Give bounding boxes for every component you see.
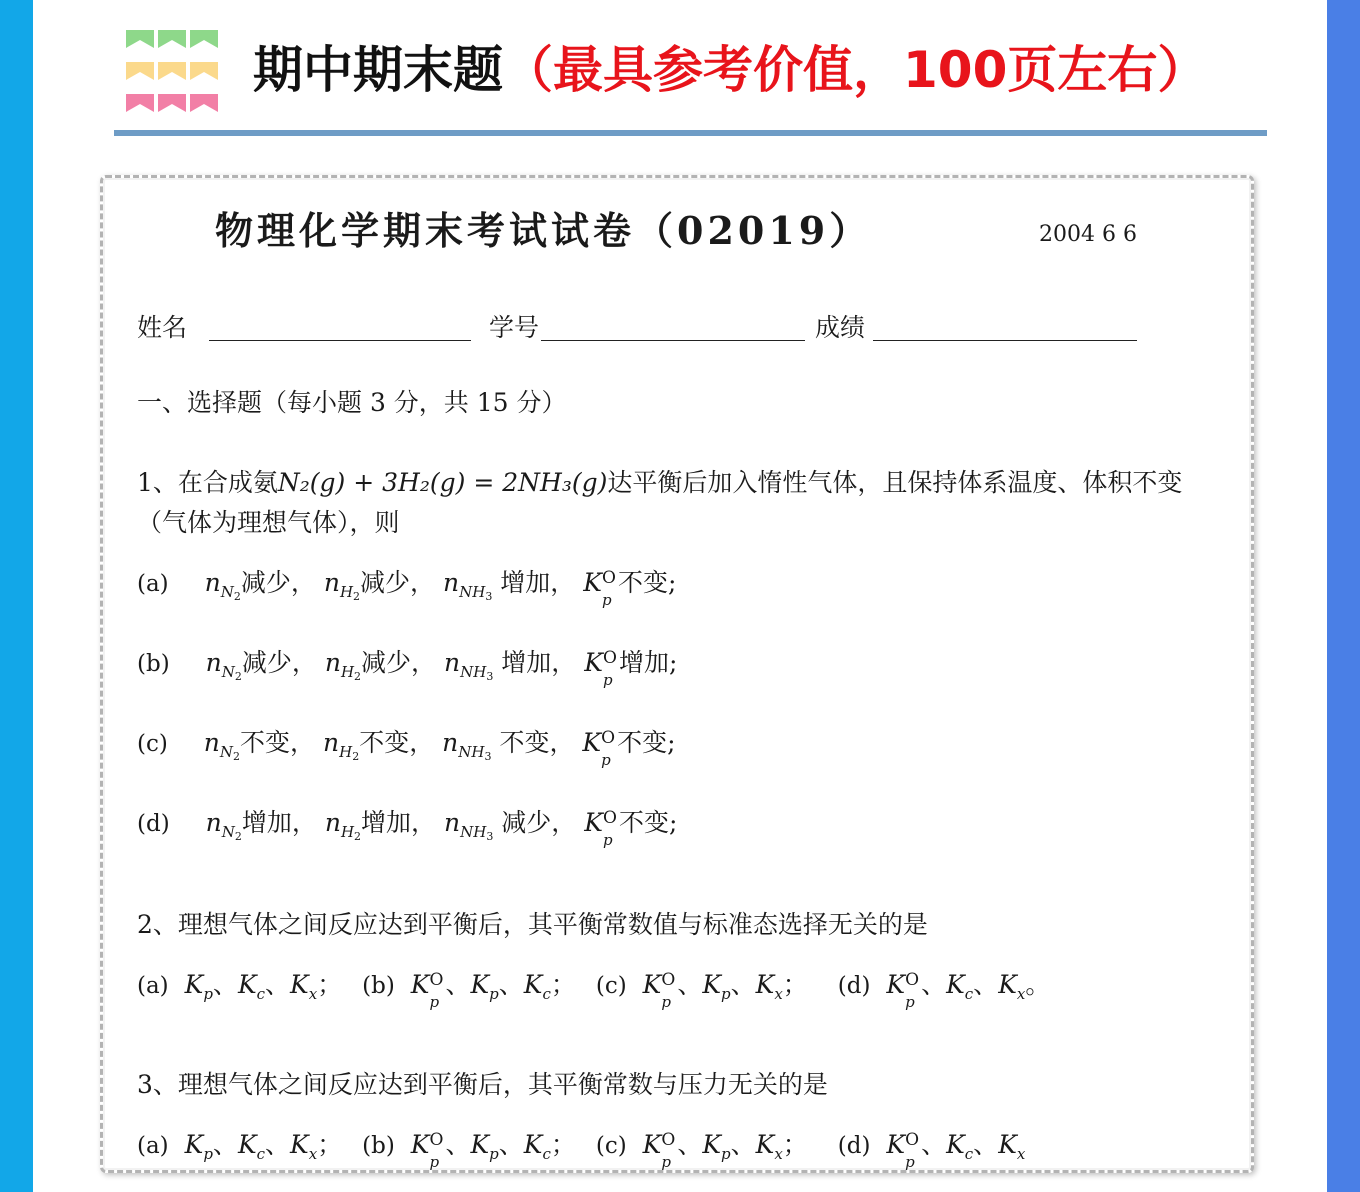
option-tag: (b) xyxy=(362,973,395,999)
option-tag: (d) xyxy=(837,1133,871,1159)
name-blank xyxy=(209,340,471,341)
option-tag: (a) xyxy=(137,571,169,597)
option-tag: (b) xyxy=(362,1133,395,1159)
left-accent-bar xyxy=(0,0,33,1192)
option-word: 增加， xyxy=(501,648,577,677)
question-1-line2: （气体为理想气体），则 xyxy=(137,508,400,537)
question-2: 2、理想气体之间反应达到平衡后，其平衡常数值与标准态选择无关的是 xyxy=(137,910,928,939)
q2-options: (a) $K_p$、$K_c$、$K_x$； (b) K O p 、$K_p$、$K_c$； (c) K O p 、$K_p$、$K_x$； (d) K O p 、$K_c$、$K_x$。 xyxy=(137,970,1051,1011)
q1-option-c: (c) $n_{N_2}$不变， $n_{H_2}$不变， $n_{NH_3}$ 不变， K O p 不变; xyxy=(137,728,676,769)
option-word: 增加， xyxy=(500,568,576,597)
option-word: 不变; xyxy=(617,568,677,597)
option-word: 减少， xyxy=(361,648,437,677)
title-note: （最具参考价值，100页左右） xyxy=(503,41,1208,99)
option-tag: (b) xyxy=(137,651,170,677)
option-word: 不变， xyxy=(240,728,316,757)
option-tag: (d) xyxy=(137,811,170,837)
option-tag: (c) xyxy=(137,731,168,757)
option-word: 减少， xyxy=(501,808,577,837)
page-header xyxy=(118,20,1268,120)
title-main: 期中期末题 xyxy=(253,41,503,99)
q1-option-b: (b) $n_{N_2}$减少， $n_{H_2}$减少， $n_{NH_3}$ 增加， K O p 增加; xyxy=(137,648,678,689)
name-label: 姓名 xyxy=(137,313,188,342)
score-blank xyxy=(873,340,1137,341)
score-label: 成绩 xyxy=(815,313,866,342)
option-word: 增加; xyxy=(618,648,678,677)
section-heading: 一、选择题（每小题 3 分，共 15 分） xyxy=(137,388,567,417)
q1-option-d: (d) $n_{N_2}$增加， $n_{H_2}$增加， $n_{NH_3}$ 减少， K O p 不变; xyxy=(137,808,678,849)
q1-prefix: 1、在合成氨 xyxy=(137,468,278,497)
option-word: 不变， xyxy=(499,728,575,757)
option-word: 不变， xyxy=(359,728,435,757)
option-tag: (c) xyxy=(595,973,627,999)
option-tag: (a) xyxy=(137,973,169,999)
option-tag: (d) xyxy=(837,973,871,999)
question-1 xyxy=(137,466,1182,500)
q3-options: (a) $K_p$、$K_c$、$K_x$； (b) K O p 、$K_p$、$K_c$； (c) K O p 、$K_p$、$K_x$； (d) K O p 、$K_c$、$K_x$ xyxy=(137,1130,1026,1171)
student-id-label: 学号 xyxy=(489,313,540,342)
exam-title: 物理化学期末考试试卷（02019） xyxy=(215,208,872,253)
exam-document xyxy=(103,178,1251,1170)
right-accent-bar xyxy=(1327,0,1360,1192)
question-3: 3、理想气体之间反应达到平衡后，其平衡常数与压力无关的是 xyxy=(137,1070,828,1099)
option-word: 不变; xyxy=(617,728,676,757)
q1-equation: N₂(g) + 3H₂(g) = 2NH₃(g) xyxy=(277,468,608,497)
bunting-flags-icon xyxy=(124,28,220,120)
header-divider xyxy=(114,130,1267,136)
option-word: 减少， xyxy=(360,568,436,597)
exam-paper-scan xyxy=(100,175,1254,1173)
option-word: 减少， xyxy=(240,568,316,597)
q1-option-a: (a) $n_{N_2}$减少， $n_{H_2}$减少， $n_{NH_3}$ 增加， K O p 不变; xyxy=(137,568,677,609)
page-title xyxy=(253,38,1207,102)
q1-suffix: 达平衡后加入惰性气体，且保持体系温度、体积不变 xyxy=(607,468,1183,497)
option-word: 减少， xyxy=(241,648,317,677)
student-id-blank xyxy=(541,340,805,341)
option-word: 不变; xyxy=(618,808,678,837)
exam-date: 2004 6 6 xyxy=(1039,222,1137,247)
option-word: 增加， xyxy=(361,808,437,837)
option-word: 增加， xyxy=(241,808,317,837)
option-tag: (c) xyxy=(595,1133,627,1159)
option-tag: (a) xyxy=(137,1133,169,1159)
